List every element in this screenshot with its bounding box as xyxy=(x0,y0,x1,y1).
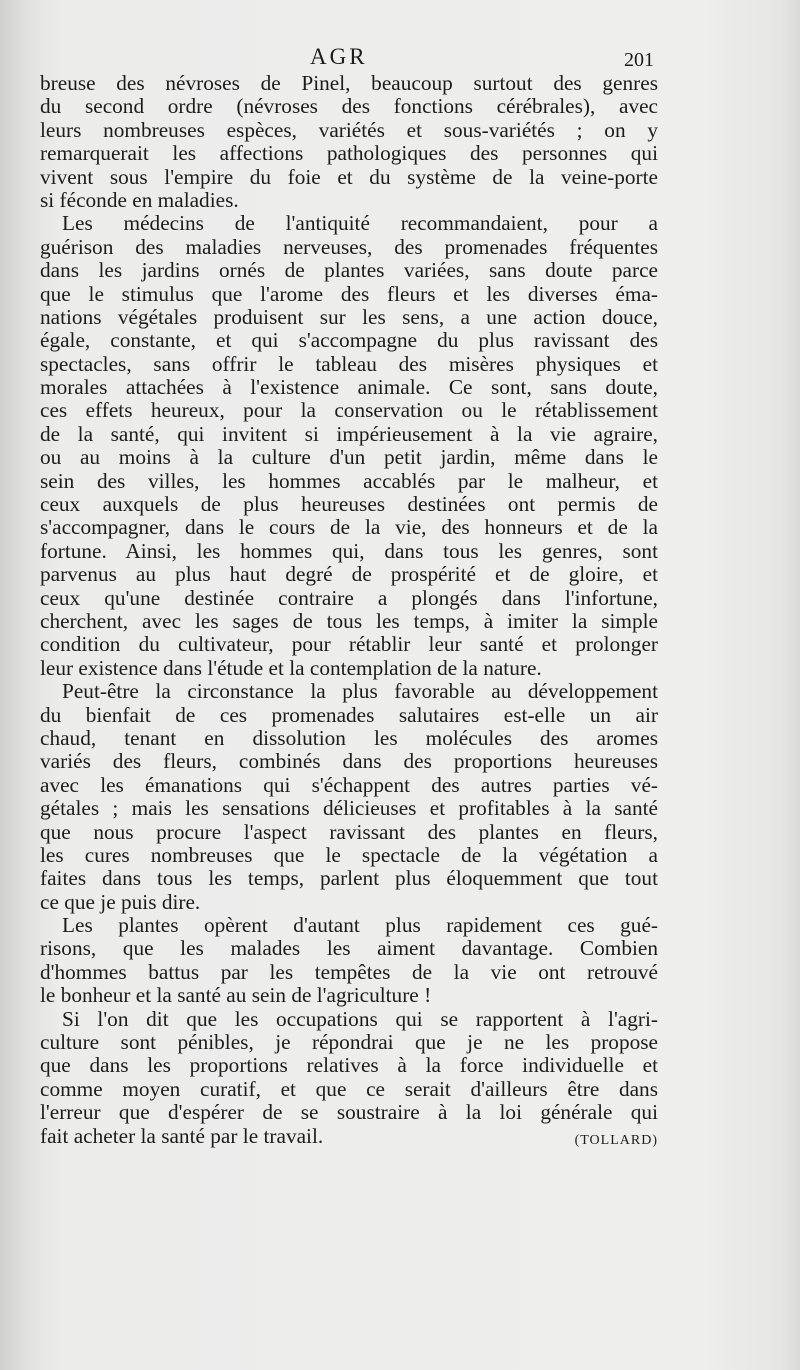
paragraph-2 xyxy=(40,212,658,680)
text-line: breuse des névroses de Pinel, beaucoup surtout des genres xyxy=(40,71,658,95)
text-line: chaud, tenant en dissolution les molécules des aromes xyxy=(40,725,658,750)
text-line: leurs nombreuses espèces, variétés et sous-variétés ; on y xyxy=(40,117,658,142)
text-line: spectacles, sans offrir le tableau des misères physiques et xyxy=(40,351,658,376)
text-line: ces effets heureux, pour la conservation ou le rétablissement xyxy=(40,398,658,423)
text-line: Peut-être la circonstance la plus favorable au développement xyxy=(62,679,658,704)
final-line xyxy=(40,1125,658,1148)
text-line: du bienfait de ces promenades salutaires est-elle un air xyxy=(40,702,658,727)
text-line: si féconde en maladies. xyxy=(40,187,239,212)
text-line: guérison des maladies nerveuses, des promenades fréquentes xyxy=(40,234,658,259)
text-line: Si l'on dit que les occupations qui se rapportent à l'agri- xyxy=(62,1006,658,1031)
author-signature: (TOLLARD) xyxy=(574,1132,658,1148)
page-number: 201 xyxy=(624,49,654,71)
paragraph-3 xyxy=(40,680,658,914)
text-line: fait acheter la santé par le travail. xyxy=(40,1123,324,1148)
text-line: sein des villes, les hommes accablés par le malheur, et xyxy=(40,468,658,493)
text-line: vivent sous l'empire du foie et du système de la veine-porte xyxy=(40,164,658,189)
text-line: s'accompagner, dans le cours de la vie, des honneurs et de la xyxy=(40,515,658,540)
text-line: culture sont pénibles, je répondrai que je ne les propose xyxy=(40,1030,658,1055)
text-line: condition du cultivateur, pour rétablir leur santé et prolonger xyxy=(40,632,658,657)
text-line: morales attachées à l'existence animale. Ce sont, sans doute, xyxy=(40,375,658,400)
text-line: avec les émanations qui s'échappent des autres parties vé- xyxy=(40,772,658,797)
text-line: comme moyen curatif, et que ce serait d'ailleurs être dans xyxy=(40,1076,658,1101)
text-line: nations végétales produisent sur les sens, a une action douce, xyxy=(40,304,658,329)
article-text xyxy=(40,72,658,1148)
text-line: le bonheur et la santé au sein de l'agriculture ! xyxy=(40,983,432,1008)
text-line: ceux qu'une destinée contraire a plongés dans l'infortune, xyxy=(40,585,658,610)
text-line: dans les jardins ornés de plantes variées, sans doute parce xyxy=(40,258,658,283)
text-line: d'hommes battus par les tempêtes de la vie ont retrouvé xyxy=(40,959,658,984)
text-line: du second ordre (névroses des fonctions cérébrales), avec xyxy=(40,94,658,119)
text-line: parvenus au plus haut degré de prospérité et de gloire, et xyxy=(40,562,658,587)
text-line: cherchent, avec les sages de tous les temps, à imiter la simple xyxy=(40,608,658,633)
text-line: faites dans tous les temps, parlent plus éloquemment que tout xyxy=(40,866,658,891)
paragraph-5 xyxy=(40,1008,658,1148)
text-line: variés des fleurs, combinés dans des proportions heureuses xyxy=(40,749,658,774)
text-line: égale, constante, et qui s'accompagne du plus ravissant des xyxy=(40,328,658,353)
text-line: ce que je puis dire. xyxy=(40,889,201,914)
paragraph-4 xyxy=(40,914,658,1008)
text-line: ou au moins à la culture d'un petit jardin, même dans le xyxy=(40,445,658,470)
text-line: ceux auxquels de plus heureuses destinées ont permis de xyxy=(40,492,658,517)
text-line: Les médecins de l'antiquité recommandaient, pour a xyxy=(62,211,658,236)
text-line: Les plantes opèrent d'autant plus rapidement ces gué- xyxy=(62,913,658,938)
text-line: que nous procure l'aspect ravissant des plantes en fleurs, xyxy=(40,819,658,844)
text-line: de la santé, qui invitent si impérieusement à la vie agraire, xyxy=(40,421,658,446)
text-line: fortune. Ainsi, les hommes qui, dans tous les genres, sont xyxy=(40,538,658,563)
text-line: leur existence dans l'étude et la contemplation de la nature. xyxy=(40,655,542,680)
text-line: que le stimulus que l'arome des fleurs et les diverses éma- xyxy=(40,281,658,306)
text-line: que dans les proportions relatives à la force individuelle et xyxy=(40,1053,658,1078)
running-head: AGR xyxy=(310,44,368,69)
text-line: l'erreur que d'espérer de se soustraire à la loi générale qui xyxy=(40,1100,658,1125)
text-line: remarquerait les affections pathologiques des personnes qui xyxy=(40,141,658,166)
text-line: les cures nombreuses que le spectacle de la végétation a xyxy=(40,842,658,867)
text-line: gétales ; mais les sensations délicieuses et profitables à la santé xyxy=(40,796,658,821)
paragraph-1 xyxy=(40,72,658,212)
text-line: risons, que les malades les aiment davantage. Combien xyxy=(40,936,658,961)
